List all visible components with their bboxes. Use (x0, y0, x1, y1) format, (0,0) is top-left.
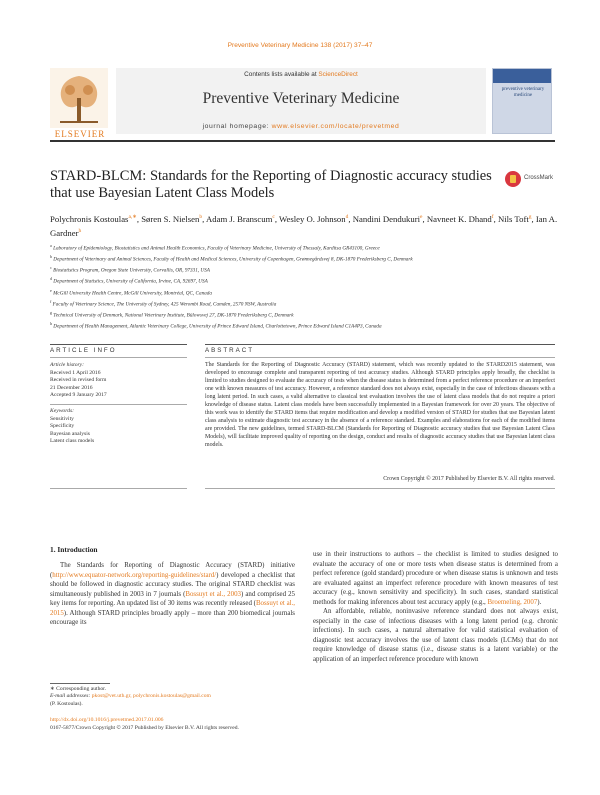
divider (205, 344, 555, 345)
article-title: STARD-BLCM: Standards for the Reporting of Diagnostic accuracy studies that use Bayesian Latent Class Models (50, 168, 492, 201)
intro-right-column (313, 550, 558, 665)
footnote-divider (50, 683, 110, 684)
affiliation-line: $^h$ Department of Health Management, Atlantic Veterinary College, University of Prince Edward Island, Charlottetown, Prince Edward Island C1A4P3, Canada (50, 320, 382, 330)
journal-homepage-link[interactable]: www.elsevier.com/locate/prevetmed (271, 123, 400, 130)
equator-network-link[interactable]: http://www.equator-network.org/reporting-guidelines/stard/ (52, 571, 217, 579)
journal-title: Preventive Veterinary Medicine (202, 90, 400, 107)
author-affiliation-mark[interactable]: d (345, 214, 349, 220)
affiliation-mark: f (50, 298, 52, 304)
affiliation-line: $^a$ Laboratory of Epidemiology, Biostatistics and Animal Health Economics, Faculty of Veterinary Medicine, University of Thessaly, Karditsa GR43100, Greece (50, 243, 380, 252)
crossmark-icon (505, 171, 521, 187)
journal-masthead (50, 68, 555, 138)
divider (50, 404, 187, 405)
keyword: Specificity (50, 423, 75, 430)
author-affiliation-mark[interactable]: a,∗ (128, 214, 137, 220)
author-name[interactable]: Nandini Dendukuri$^e$ (352, 213, 423, 224)
affiliation-line: $^d$ Department of Statistics, University of California, Irvine, CA, 92697, USA (50, 276, 208, 286)
affiliation-mark: b (50, 254, 52, 260)
abstract-heading: ABSTRACT (205, 347, 255, 354)
author-affiliation-mark[interactable]: b (199, 214, 203, 220)
introduction-heading: 1. Introduction (50, 545, 98, 554)
crossmark-badge[interactable] (505, 169, 560, 191)
keyword: Sensitivity (50, 415, 74, 422)
author-name[interactable]: Ian A. Gardner$^h$ (50, 213, 558, 238)
author-name[interactable]: Wesley O. Johnson$^d$ (279, 213, 349, 224)
author-name[interactable]: Adam J. Branscum$^c$ (206, 213, 275, 224)
affiliation-mark: d (50, 276, 52, 282)
crossmark-label: CrossMark (524, 175, 554, 181)
author-affiliation-mark[interactable]: f (491, 214, 494, 220)
author-name[interactable]: Søren S. Nielsen$^b$ (141, 213, 203, 224)
citation-link[interactable]: Bossuyt et al., 2015 (50, 600, 295, 617)
divider (50, 344, 187, 345)
divider (50, 488, 187, 489)
elsevier-tree-logo (50, 68, 108, 128)
author-affiliation-mark[interactable]: c (272, 214, 275, 220)
corresponding-author: ∗ Corresponding author. (50, 686, 107, 692)
running-header[interactable]: Preventive Veterinary Medicine 138 (2017) 37–47 (227, 42, 373, 49)
affiliation-line: $^b$ Department of Veterinary and Animal Sciences, Faculty of Health and Medical Sciences, University of Copenhagen, Grønnegårdsvej 8, DK-1870 Frederiksberg C, Denmark (50, 254, 413, 263)
author-affiliation-mark[interactable]: g (528, 214, 532, 220)
intro-paragraph-1: The Standards for Reporting of Diagnostic Accuracy (STARD) initiative (http://www.equator-network.org/reporting-guidelines/stard/) developed a checklist that should be followed in diagnostic accuracy studies. The original STARD checklist was simultaneously published in 2003 in 7 journals (Bossuyt et al., 2003) and comprised 25 key items for reporting. An updated list of 30 items was recently released (Bossuyt et al., 2015). Although STARD principles broadly apply – more than 200 biomedical journals encourage its (50, 562, 295, 627)
divider (205, 357, 555, 358)
affiliation-mark: a (50, 243, 52, 248)
affiliations (50, 242, 560, 331)
history-line: Received 1 April 2016 (50, 369, 101, 376)
affiliation-mark: e (50, 287, 52, 293)
divider (205, 488, 555, 489)
cover-title: preventive veterinary medicine (501, 87, 545, 98)
corresponding-name: (P. Kostoulas). (50, 700, 83, 707)
affiliation-mark: h (50, 320, 52, 326)
divider (50, 357, 187, 358)
author-affiliation-mark[interactable]: h (78, 227, 82, 234)
citation-link[interactable]: Broemeling, 2007 (487, 598, 538, 606)
intro-paragraph-2: use in their instructions to authors – the checklist is limited to studies designed to evaluate the accuracy of one or more tests when disease status is determined from a perfect reference (gold standard) procedure or when disease status is unknown and tests are evaluated against an imperfect reference procedure with known measures of test accuracy (e.g., known sensitivity and specificity). In such cases, standard statistical methods for making inferences about test accuracy apply (e.g., Broemeling, 2007). (313, 551, 558, 606)
affiliation-mark: c (50, 265, 52, 271)
affiliation-line: $^f$ Faculty of Veterinary Science, The University of Sydney, 425 Werombi Road, Camden, 2570 NSW, Australia (50, 298, 277, 308)
affiliation-line: $^g$ Technical University of Denmark, National Veterinary Institute, Bülowsvej 27, DK-1870 Frederiksberg C, Denmark (50, 309, 294, 319)
abstract-text: The Standards for the Reporting of Diagnostic Accuracy (STARD) statement, which was recently updated to the STARD2015 statement, was developed to encourage complete and transparent reporting of test accuracy studies. Although STARD principles apply broadly, the checklist is limited to studies designed to evaluate the accuracy of tests when the disease status is determined from a perfect reference procedure or an imperfect one with known measures of test accuracy. However, a reference standard does not always exist, especially in the case of infectious diseases with a long latent period. In such cases, a valid alternative to classical test evaluation involves the use of latent class models that do not require a priori knowledge of disease status. Latent class models have been successfully implemented in a Bayesian framework for over 20 years. The objective of this work was to identify the STARD items that require modification and develop a modified version of STARD for studies that use Bayesian latent class analysis to estimate diagnostic test accuracy in the absence of a reference standard. Examples and elaborations for each of the modified items are provided. The new guidelines, termed STARD-BLCM (Standards for Reporting of Diagnostic accuracy studies that use Bayesian Latent Class Models), will facilitate improved quality of reporting on the design, conduct and results of diagnostic accuracy studies that use Bayesian latent class models. (205, 362, 555, 448)
history-line: 21 December 2016 (50, 384, 93, 391)
author-name[interactable]: Nils Toft$^g$ (497, 213, 532, 224)
keyword: Latent class models (50, 438, 95, 445)
history-label: Article history: (50, 362, 85, 368)
masthead-divider (50, 140, 555, 142)
abstract-copyright: Crown Copyright © 2017 Published by Elsevier B.V. All rights reserved. (383, 476, 555, 482)
keyword: Bayesian analysis (50, 430, 90, 437)
affiliation-mark: g (50, 309, 52, 315)
author-name[interactable]: Polychronis Kostoulas$^{a,∗}$ (50, 213, 137, 224)
sciencedirect-link[interactable]: ScienceDirect (318, 71, 358, 78)
history-line: Received in revised form (50, 377, 107, 384)
affiliation-line: $^c$ Biostatistics Program, Oregon State University, Corvallis, OR, 97331, USA (50, 265, 210, 275)
masthead-center (116, 68, 486, 134)
citation-link[interactable]: Bossuyt et al., 2003 (185, 590, 241, 598)
keywords-label: Keywords: (50, 408, 75, 414)
email-links[interactable]: pkost@vet.uth.gr, polychronis.kostoulas@gmail.com (91, 693, 211, 700)
contents-line: Contents lists available at ScienceDirect (244, 71, 358, 78)
keywords (50, 408, 187, 446)
article-history (50, 362, 187, 400)
article-info-heading: ARTICLE INFO (50, 347, 117, 354)
issn-line: 0167-5877/Crown Copyright © 2017 Published by Elsevier B.V. All rights reserved. (50, 725, 239, 731)
history-line: Accepted 9 January 2017 (50, 392, 107, 399)
doi-link[interactable]: http://dx.doi.org/10.1016/j.prevetmed.2017.01.006 (50, 717, 164, 723)
journal-cover-thumbnail[interactable] (492, 68, 552, 134)
intro-paragraph-3: An affordable, reliable, noninvasive reference standard does not always exist, especially in the case of infectious diseases with a long latent period (e.g. chronic infections). In such cases, a natural alternative for valid statistical evaluation of diagnostic test accuracy involves the use of latent class models (LCMs) that do not require knowledge of disease status (i.e., disease status is a latent variable) or the application of an imperfect reference procedure with known (313, 608, 558, 664)
email-line: E-mail addresses: pkost@vet.uth.gr, polychronis.kostoulas@gmail.com (50, 693, 211, 700)
author-name[interactable]: Navneet K. Dhand$^f$ (426, 213, 494, 224)
author-affiliation-mark[interactable]: e (420, 214, 423, 220)
publisher-name: ELSEVIER (54, 129, 106, 139)
author-list: Polychronis Kostoulas$^{a,∗}$, Søren S. Nielsen$^b$, Adam J. Branscum$^c$, Wesley O. Johnson$^d$, Nandini Dendukuri$^e$, Navneet K. Dhand$^f$, Nils Toft$^g$, Ian A. Gardner$^h$ (50, 213, 558, 238)
cover-stripe (493, 69, 551, 83)
affiliation-line: $^e$ McGill University Health Centre, McGill University, Montréal, QC, Canada (50, 287, 212, 297)
footnote (50, 686, 295, 708)
homepage-line: journal homepage: www.elsevier.com/locate/prevetmed (202, 123, 400, 130)
